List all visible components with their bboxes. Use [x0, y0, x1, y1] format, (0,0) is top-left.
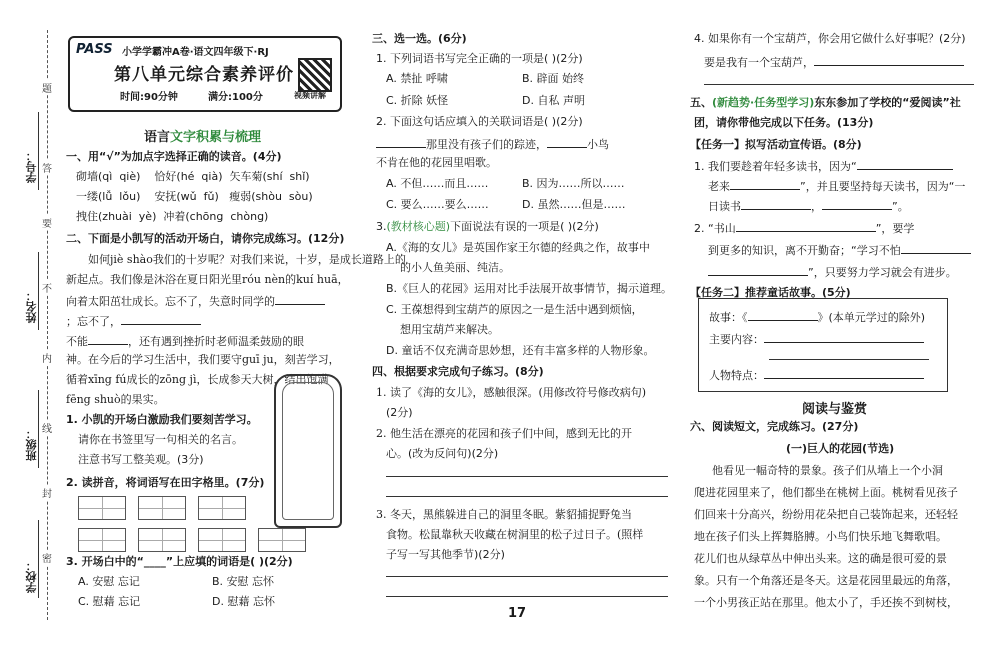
q3-title: 三、选一选。(6分) [372, 32, 467, 45]
blank[interactable] [730, 178, 800, 190]
bookmark-answer-box[interactable] [274, 374, 342, 528]
q5-title: 团，请你带他完成以下任务。(13分) [694, 116, 874, 129]
q2-text: fēng shuò的果实。 [66, 393, 165, 406]
answer-line[interactable] [769, 359, 929, 360]
answer-line[interactable] [386, 596, 668, 597]
task-two: 【任务二】推荐童话故事。(5分) [690, 286, 851, 299]
q2-3-option[interactable]: D. 慰藉 忘怀 [212, 595, 275, 608]
blank[interactable] [736, 220, 876, 232]
q6-title: 六、阅读短文，完成练习。(27分) [690, 420, 859, 433]
tianzige-cell[interactable] [78, 496, 126, 520]
story-line: 地在孩子们头上挥舞胳膊。小鸟们快乐地飞舞歌唱。 [694, 530, 947, 543]
q2-2: 2. 读拼音，将词语写在田字格里。(7分) [66, 476, 265, 489]
section-title: 语言文字积累与梳理 [144, 130, 262, 145]
q3-1-option[interactable]: D. 自私 声明 [522, 94, 585, 107]
blank[interactable] [764, 331, 924, 343]
q4-2: 心。(改为反问句)(2分) [386, 447, 499, 460]
q3-1: 1. 下列词语书写完全正确的一项是( )(2分) [376, 52, 583, 65]
seal-mark: 密 [42, 550, 52, 565]
video-explain-label: 视频讲解 [294, 91, 326, 100]
answer-line[interactable] [386, 476, 668, 477]
q3-1-option[interactable]: C. 折除 妖怪 [386, 94, 449, 107]
student-id-label: 学号： [25, 150, 38, 183]
seal-mark: 封 [42, 485, 52, 500]
time-limit: 时间:90分钟 [120, 92, 178, 103]
story-line: 们回来十分高兴，纷纷用花朵把自己装饰起来，还轻轻 [694, 508, 958, 521]
story-content-row: 主要内容： [709, 331, 924, 347]
answer-line[interactable] [386, 576, 668, 577]
answer-line[interactable] [386, 496, 668, 497]
q3-2-option[interactable]: B. 因为……所以…… [522, 177, 625, 190]
q3-1-option[interactable]: B. 辟面 始终 [522, 72, 585, 85]
q4-title: 四、根据要求完成句子练习。(8分) [372, 365, 544, 378]
q5-title: 五、(新趋势·任务型学习)东东参加了学校的“爱阅读”社 [690, 96, 961, 109]
blank[interactable] [764, 367, 924, 379]
task-one-line: 到更多的知识，离不开勤奋；“学习不怕 [708, 242, 971, 258]
tianzige-cell[interactable] [138, 496, 186, 520]
blank[interactable] [748, 309, 818, 321]
tianzige-cell[interactable] [78, 528, 126, 552]
story-character-row: 人物特点： [709, 367, 924, 383]
class-label: 班级： [25, 428, 38, 461]
task-one-line: 1. 我们要趁着年轻多读书，因为“ [694, 158, 953, 174]
blank[interactable] [857, 158, 953, 170]
blank[interactable] [376, 136, 426, 148]
q3-2-option[interactable]: A. 不但……而且…… [386, 177, 489, 190]
name-label: 姓名： [25, 290, 38, 323]
q2-text: 如何jiè shào我们的十岁呢？对我们来说，十岁，是成长道路上的 [88, 253, 406, 266]
blank[interactable] [547, 136, 587, 148]
story-title: (一)巨人的花园(节选) [786, 442, 895, 455]
story-name-row: 故事：《 》(本单元学过的除外) [709, 311, 926, 324]
exam-header [68, 36, 342, 112]
q4-3: 子写一写其他季节)(2分) [386, 548, 505, 561]
q3-3-option[interactable]: A.《海的女儿》是英国作家王尔德的经典之作，故事中 [386, 241, 650, 254]
q2-text: 不能 ，还有遇到挫折时老师温柔鼓励的眼 [66, 335, 304, 348]
q1-row: 砌墙(qì qiè) 恰好(hé qià) 矢车菊(shí shǐ) [76, 170, 310, 183]
q3-3-option[interactable]: D. 童话不仅充满奇思妙想，还有丰富多样的人物形象。 [386, 344, 655, 357]
school-label: 学校： [25, 560, 38, 593]
column-middle [372, 0, 672, 651]
q3-3-option[interactable]: B.《巨人的花园》运用对比手法展开故事情节，揭示道理。 [386, 282, 673, 295]
q2-3-option[interactable]: A. 安慰 忘记 [78, 575, 140, 588]
q2-3-option[interactable]: B. 安慰 忘怀 [212, 575, 275, 588]
seal-mark: 要 [42, 215, 52, 230]
task-one-line: 日读书 ， ”。 [708, 200, 909, 213]
q2-text: 循着xīng fú成长的zōng jì，长成参天大树，结出饱满 [66, 373, 329, 386]
q1-title: 一、用“√”为加点字选择正确的读音。(4分) [66, 150, 282, 163]
answer-line[interactable] [704, 84, 974, 85]
q2-1: 注意书写工整美观。(3分) [78, 453, 204, 466]
blank[interactable] [822, 198, 892, 210]
q4-4-answer: 要是我有一个宝葫芦， [704, 54, 964, 70]
q3-2-text: 不肯在他的花园里唱歌。 [376, 156, 497, 169]
blank[interactable] [121, 313, 201, 325]
q3-3-option: 想用宝葫芦来解决。 [400, 323, 499, 336]
task-one-line: 2. “书山 ”，要学 [694, 222, 915, 235]
q3-2-text: 那里没有孩子们的踪迹， 小鸟 [376, 136, 609, 152]
task-one-line: 老来 ”，并且要坚持每天读书，因为“一 [708, 180, 966, 193]
q4-2: 2. 他生活在漂亮的花园和孩子们中间，感到无比的开 [376, 427, 632, 440]
story-line: 象。只有一个角落还是冬天。这是花园里最远的角落， [694, 574, 958, 587]
blank[interactable] [901, 242, 971, 254]
q2-3: 3. 开场白中的“____”上应填的词语是( )(2分) [66, 555, 293, 568]
tianzige-cell[interactable] [198, 496, 246, 520]
q3-3-option[interactable]: C. 王葆想得到宝葫芦的原因之一是生活中遇到烦恼， [386, 303, 643, 316]
q3-3-option: 的小人鱼美丽、纯洁。 [400, 261, 510, 274]
story-line: 他看见一幅奇特的景象。孩子们从墙上一个小洞 [712, 464, 943, 477]
story-line: 花儿们也从绿草丛中伸出头来。这的确是很可爱的景 [694, 552, 947, 565]
q4-4: 4. 如果你有一个宝葫芦，你会用它做什么好事呢？(2分) [694, 32, 966, 45]
q3-2-option[interactable]: D. 虽然……但是…… [522, 198, 626, 211]
q3-1-option[interactable]: A. 禁扯 呼啸 [386, 72, 448, 85]
page-title: 第八单元综合素养评价 [114, 65, 294, 85]
cut-line [47, 30, 48, 620]
blank[interactable] [88, 333, 128, 345]
q2-1: 1. 小凯的开场白激励我们要刻苦学习。 [66, 413, 258, 426]
seal-mark: 不 [42, 280, 52, 295]
blank[interactable] [814, 54, 964, 66]
q2-text: 神。在今后的学习生活中，我们要守guī ju，刻苦学习， [66, 353, 340, 366]
column-left [62, 0, 406, 651]
q2-3-option[interactable]: C. 慰藉 忘记 [78, 595, 141, 608]
binding-strip [0, 0, 60, 651]
header-subtitle: 小学学霸冲A卷·语文四年级下·RJ [122, 47, 269, 58]
q2-text: 新起点。我们像是沐浴在夏日阳光里róu nèn的kuí huā， [66, 273, 349, 286]
q3-2-option[interactable]: C. 要么……要么…… [386, 198, 489, 211]
seal-mark: 线 [42, 420, 52, 435]
q2-1: 请你在书签里写一句相关的名言。 [78, 433, 243, 446]
story-line: 爬进花园里来了，他们都坐在桃树上面。桃树看见孩子 [694, 486, 958, 499]
q3-2: 2. 下面这句话应填入的关联词语是( )(2分) [376, 115, 583, 128]
story-recommend-box [698, 298, 948, 392]
task-one-line: ”，只要努力学习就会有进步。 [708, 264, 957, 280]
full-score: 满分:100分 [208, 92, 263, 103]
blank[interactable] [741, 198, 811, 210]
tianzige-cell[interactable] [138, 528, 186, 552]
tianzige-cell[interactable] [198, 528, 246, 552]
brand-logo: PASS [76, 42, 113, 57]
q4-1: (2分) [386, 406, 413, 419]
blank[interactable] [708, 264, 808, 276]
tianzige-cell[interactable] [258, 528, 306, 552]
q4-3: 3. 冬天，黑熊躲进自己的洞里冬眠。紫貂捕捉野兔当 [376, 508, 632, 521]
seal-mark: 内 [42, 350, 52, 365]
blank[interactable] [275, 293, 325, 305]
reading-section-title: 阅读与鉴赏 [802, 402, 868, 417]
qr-code-icon[interactable] [298, 58, 332, 92]
q3-3: 3.(教材核心题)下面说法有误的一项是( )(2分) [376, 220, 599, 233]
seal-mark: 答 [42, 160, 52, 175]
q2-text: ；忘不了， [66, 313, 201, 329]
column-right [690, 0, 990, 651]
q1-row: 拽住(zhuài yè) 冲着(chōng chòng) [76, 210, 269, 223]
q2-text: 向着太阳茁壮成长。忘不了，失意时同学的 [66, 293, 325, 309]
story-line: 一个小男孩正站在那里。他太小了，手还挨不到树枝， [694, 596, 958, 609]
q4-3: 食物。松鼠靠秋天收藏在树洞里的松子过日子。(照样 [386, 528, 644, 541]
page-number: 17 [508, 606, 527, 621]
task-one: 【任务一】拟写活动宣传语。(8分) [690, 138, 862, 151]
q1-row: 一缕(lǚ lǒu) 安抚(wǔ fǔ) 瘦弱(shòu sòu) [76, 190, 313, 203]
q4-1: 1. 读了《海的女儿》，感触很深。(用修改符号修改病句) [376, 386, 647, 399]
q2-title: 二、下面是小凯写的活动开场白，请你完成练习。(12分) [66, 232, 345, 245]
seal-mark: 题 [42, 80, 52, 95]
